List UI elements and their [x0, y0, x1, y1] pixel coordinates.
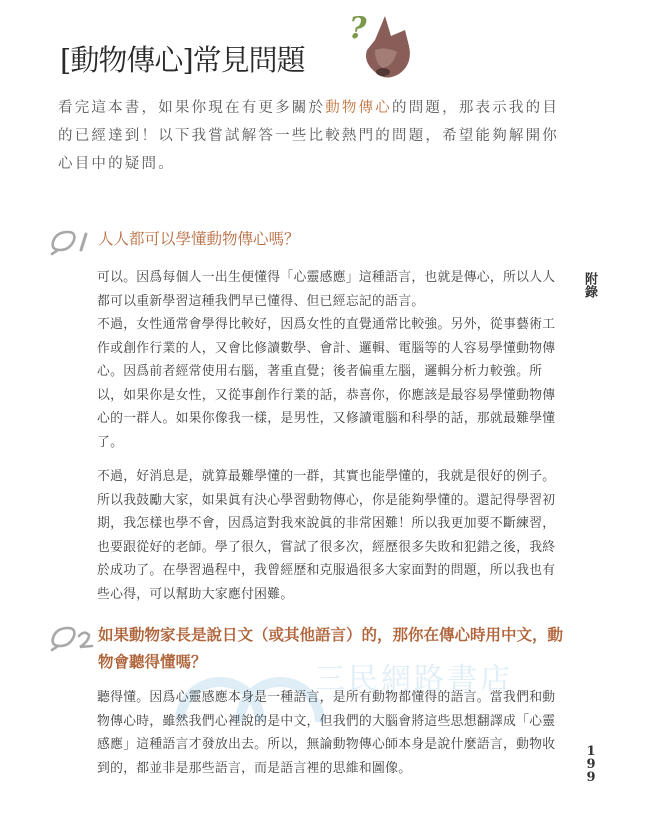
svg-text:?: ? — [349, 11, 367, 46]
page-number — [585, 745, 597, 784]
intro-text-before: 看完這本書，如果你現在有更多關於 — [58, 100, 326, 116]
intro-paragraph — [58, 94, 568, 178]
answer-paragraph: 可以。因爲每個人一出生便懂得「心靈感應」這種語言，也就是傳心，所以人人都可以重新學習這種我們早已懂得、但已經忘記的語言。 — [97, 270, 556, 309]
watermark-text: 三民網路書店 — [315, 662, 513, 697]
dog-question-illustration-icon — [345, 2, 417, 82]
page-title: [動物傳心]常見問題 — [60, 43, 305, 77]
answer-1 — [97, 266, 560, 606]
intro-highlight-term: 動物傳心 — [325, 100, 393, 116]
question-title: 人人都可以學懂動物傳心嗎？ — [98, 230, 300, 248]
answer-2 — [97, 686, 560, 780]
appendix-side-tab: 附錄 — [582, 272, 597, 298]
page-number-digit: 9 — [586, 770, 596, 785]
answer-paragraph: 聽得懂。因爲心靈感應本身是一種語言，是所有動物都懂得的語言。當我們和動物傳心時，雖然我們心裡說的是中文，但我們的大腦會將這些思想翻譯成「心靈感應」這種語言才發放出去。所以，無論動物傳心師本身是說什麼語言，動物收到的，都並非是那些語言，而是語言裡的思維和圖像。 — [97, 690, 556, 776]
question-title: 如果動物家長是說日文（或其他語言）的，那你在傳心時用中文，動物會聽得懂嗎？ — [98, 626, 564, 671]
q1-handwritten-label-icon — [48, 226, 96, 256]
answer-paragraph: 不過，女性通常會學得比較好，因爲女性的直覺通常比較強。另外，從事藝術工作或創作行業的人，又會比修讀數學、會計、邏輯、電腦等的人容易學懂動物傳心。因爲前者經常使用右腦，著重直覺；後者偏重左腦，邏輯分析力較強。所以，如果你是女性，又從事創作行業的話，恭喜你，你應該是最容易學懂動物傳心的一群人。如果你像我一樣，是男性，又修讀電腦和科學的話，那就最難學懂了。 — [97, 317, 556, 450]
q2-handwritten-label-icon — [48, 622, 96, 652]
page-number-digit: 1 — [586, 744, 596, 759]
page-number-digit: 9 — [586, 757, 596, 772]
intro-text-after: 的問題，那表示我的目的已經達到！以下我嘗試解答一些比較熱門的問題，希望能夠解開你心目中的疑問。 — [58, 100, 560, 172]
answer-paragraph: 不過，好消息是，就算最難學懂的一群，其實也能學懂的，我就是很好的例子。所以我鼓勵大家，如果眞有決心學習動物傳心，你是能夠學懂的。還記得學習初期，我怎樣也學不會，因爲這對我來說眞的非常困難！所以我更加要不斷練習，也要跟從好的老師。學了很久，嘗試了很多次，經歷很多失敗和犯錯之後，我終於成功了。在學習過程中，我曾經歷和克服過很多大家面對的問題，所以我也有些心得，可以幫助大家應付困難。 — [97, 469, 556, 602]
